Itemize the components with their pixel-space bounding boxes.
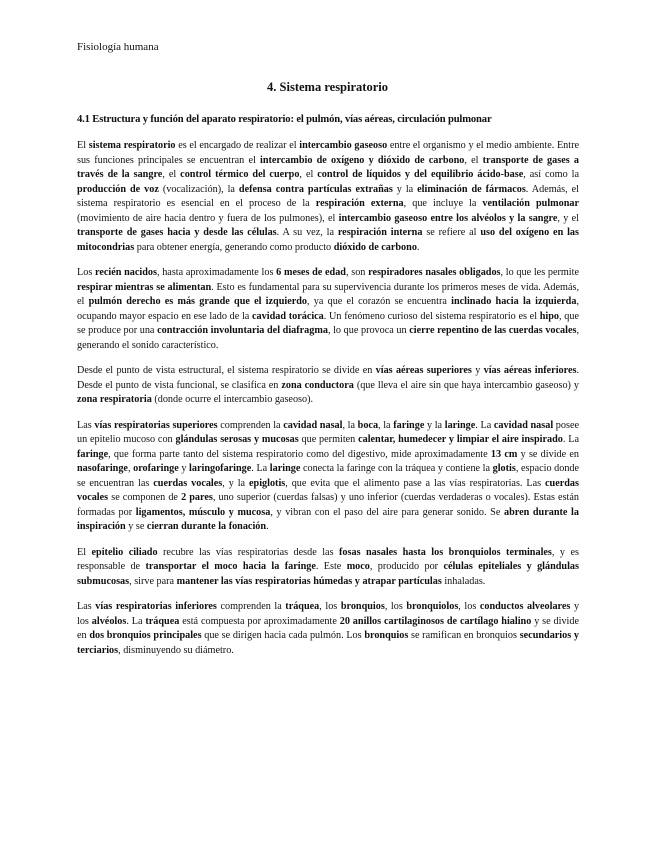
bold-term: vías aéreas inferiores (483, 365, 577, 376)
bold-term: laringe (269, 463, 301, 474)
bold-term: intercambio de oxígeno y dióxido de carbono (260, 154, 465, 166)
paragraph: Las vías respiratorias inferiores comprenden la tráquea, los bronquios, los bronquiolos, los conductos alveolares y los alvéolos. La tráquea está compuesta por aproximadamente 20 anillos cartilaginosos de cartílago hialino y se divide en dos bronquios principales que se dirigen hacia cada pulmón. Los bronquios se ramifican en bronquios secundarios y terciarios, disminuyendo su diámetro. (77, 601, 580, 656)
bold-term: dióxido de carbono (333, 241, 417, 253)
bold-term: cavidad nasal (283, 419, 343, 431)
bold-term: ligamentos, músculo y mucosa (135, 506, 271, 518)
bold-term: células epiteliales y glándulas submucosas (77, 561, 579, 587)
bold-term: cavidad nasal (493, 419, 554, 431)
bold-term: hipo (539, 310, 560, 322)
bold-term: cierre repentino de las cuerdas vocales (409, 325, 577, 336)
bold-term: fosas nasales hasta los bronquiolos terminales (339, 546, 552, 558)
bold-term: cavidad torácica (252, 310, 324, 322)
bold-term: secundarios y terciarios (77, 630, 579, 656)
bold-term: 6 meses de edad (276, 267, 346, 278)
paragraph: Los recién nacidos, hasta aproximadamente los 6 meses de edad, son respiradores nasales obligados, lo que les permite respirar mientras se alimentan. Esto es fundamental para su supervivencia durante los primeros meses de vida. Además, el pulmón derecho es más grande que el izquierdo, ya que el corazón se encuentra inclinado hacia la izquierda, ocupando mayor espacio en ese lado de la cavidad torácica. Un fenómeno curioso del sistema respiratorio es el hipo, que se produce por una contracción involuntaria del diafragma, lo que provoca un cierre repentino de las cuerdas vocales, generando el sonido característico. (77, 267, 579, 351)
bold-term: recién nacidos (95, 267, 157, 278)
bold-term: faringe (77, 448, 109, 460)
bold-term: abren durante la inspiración (77, 506, 579, 532)
paragraph: Desde el punto de vista estructural, el sistema respiratorio se divide en vías aéreas superiores y vías aéreas inferiores. Desde el punto de vista funcional, se clasifica en zona conductora (que lleva el aire sin que haya intercambio gaseoso) y zona respiratoria (donde ocurre el intercambio gaseoso). (77, 365, 579, 405)
bold-term: bronquios (340, 601, 385, 612)
bold-term: nasofaringe (77, 463, 128, 474)
bold-term: intercambio gaseoso (299, 140, 388, 151)
bold-term: moco (346, 561, 370, 572)
bold-term: vías respiratorias superiores (94, 419, 218, 431)
paragraph: El epitelio ciliado recubre las vías respiratorias desde las fosas nasales hasta los bronquiolos terminales, y es responsable de transportar el moco hacia la faringe. Este moco, producido por células epiteliales y glándulas submucosas, sirve para mantener las vías respiratorias húmedas y atrapar partículas inhaladas. (77, 546, 579, 587)
bold-term: epiglotis (249, 477, 286, 489)
bold-term: respiración externa (315, 198, 404, 209)
bold-term: glotis (492, 463, 516, 474)
bold-term: calentar, humedecer y limpiar el aire inspirado (358, 434, 563, 445)
bold-term: cuerdas vocales (153, 477, 223, 489)
bold-term: ventilación pulmonar (482, 198, 580, 209)
bold-term: 13 cm (490, 448, 518, 460)
bold-term: laringofaringe (189, 463, 252, 474)
bold-term: zona conductora (281, 379, 354, 391)
chapter-title: 4. Sistema respiratorio (267, 80, 388, 94)
section-title: 4.1 Estructura y función del aparato respiratorio: el pulmón, vías aéreas, circulación pulmonar (77, 114, 492, 125)
bold-term: glándulas serosas y mucosas (175, 434, 299, 445)
bold-term: transporte de gases a través de la sangre (77, 154, 579, 180)
running-header: Fisiología humana (77, 41, 159, 53)
bold-term: tráquea (285, 601, 320, 612)
bold-term: orofaringe (133, 463, 179, 474)
bold-term: transporte de gases hacia y desde las células (77, 227, 277, 238)
bold-term: mantener las vías respiratorias húmedas y atrapar partículas (176, 575, 442, 587)
bold-term: bronquios (364, 630, 409, 641)
bold-term: zona respiratoria (77, 394, 152, 405)
bold-term: respiración interna (337, 227, 423, 238)
bold-term: epitelio ciliado (91, 546, 158, 558)
bold-term: bronquiolos (406, 601, 459, 612)
bold-term: conductos alveolares (479, 601, 571, 612)
bold-term: respiradores nasales obligados (368, 267, 501, 278)
body-text (77, 139, 579, 669)
bold-term: laringe (444, 419, 476, 431)
bold-term: pulmón derecho es más grande que el izquierdo (88, 296, 307, 307)
bold-term: sistema respiratorio (88, 140, 176, 151)
bold-term: contracción involuntaria del diafragma (157, 325, 328, 336)
bold-term: tráquea (145, 615, 180, 627)
bold-term: control de líquidos y del equilibrio ácido-base (317, 169, 524, 180)
bold-term: inclinado hacia la izquierda (451, 296, 577, 307)
bold-term: control térmico del cuerpo (180, 169, 300, 180)
bold-term: eliminación de fármacos (417, 183, 526, 195)
bold-term: dos bronquios principales (89, 630, 202, 641)
bold-term: intercambio gaseoso entre los alvéolos y la sangre (338, 212, 558, 224)
bold-term: faringe (393, 419, 425, 431)
paragraph: Las vías respiratorias superiores comprenden la cavidad nasal, la boca, la faringe y la laringe. La cavidad nasal posee un epitelio mucoso con glándulas serosas y mucosas que permiten calentar, humedecer y limpiar el aire inspirado. La faringe, que forma parte tanto del sistema respiratorio como del digestivo, mide aproximadamente 13 cm y se divide en nasofaringe, orofaringe y laringofaringe. La laringe conecta la faringe con la tráquea y contiene la glotis, espacio donde se encuentran las cuerdas vocales, y la epiglotis, que evita que el alimento pase a las vías respiratorias. Las cuerdas vocales se componen de 2 pares, uno superior (cuerdas falsas) y uno inferior (cuerdas verdaderas o vocales). Estas están formadas por ligamentos, músculo y mucosa, y vibran con el paso del aire para generar sonido. Se abren durante la inspiración y se cierran durante la fonación. (77, 419, 580, 532)
bold-term: 20 anillos cartilaginosos de cartílago hialino (339, 615, 532, 627)
bold-term: vías aéreas superiores (375, 365, 472, 376)
bold-term: alvéolos (91, 615, 127, 627)
bold-term: cuerdas vocales (77, 477, 579, 503)
bold-term: boca (357, 419, 379, 431)
bold-term: transportar el moco hacia la faringe (145, 561, 316, 572)
paragraph: El sistema respiratorio es el encargado de realizar el intercambio gaseoso entre el organismo y el medio ambiente. Entre sus funciones principales se encuentran el intercambio de oxígeno y dióxido de carbono, el transporte de gases a través de la sangre, el control térmico del cuerpo, el control de líquidos y del equilibrio ácido-base, así como la producción de voz (vocalización), la defensa contra partículas extrañas y la eliminación de fármacos. Además, el sistema respiratorio es esencial en el proceso de la respiración externa, que incluye la ventilación pulmonar (movimiento de aire hacia dentro y fuera de los pulmones), el intercambio gaseoso entre los alvéolos y la sangre, y el transporte de gases hacia y desde las células. A su vez, la respiración interna se refiere al uso del oxígeno en las mitocondrias para obtener energía, generando como producto dióxido de carbono. (77, 140, 580, 253)
bold-term: defensa contra partículas extrañas (238, 183, 393, 195)
bold-term: 2 pares (181, 492, 213, 503)
bold-term: uso del oxígeno en las mitocondrias (77, 227, 579, 253)
bold-term: cierran durante la fonación (146, 521, 267, 532)
bold-term: vías respiratorias inferiores (95, 601, 217, 612)
bold-term: producción de voz (77, 183, 159, 195)
bold-term: respirar mientras se alimentan (77, 281, 212, 293)
